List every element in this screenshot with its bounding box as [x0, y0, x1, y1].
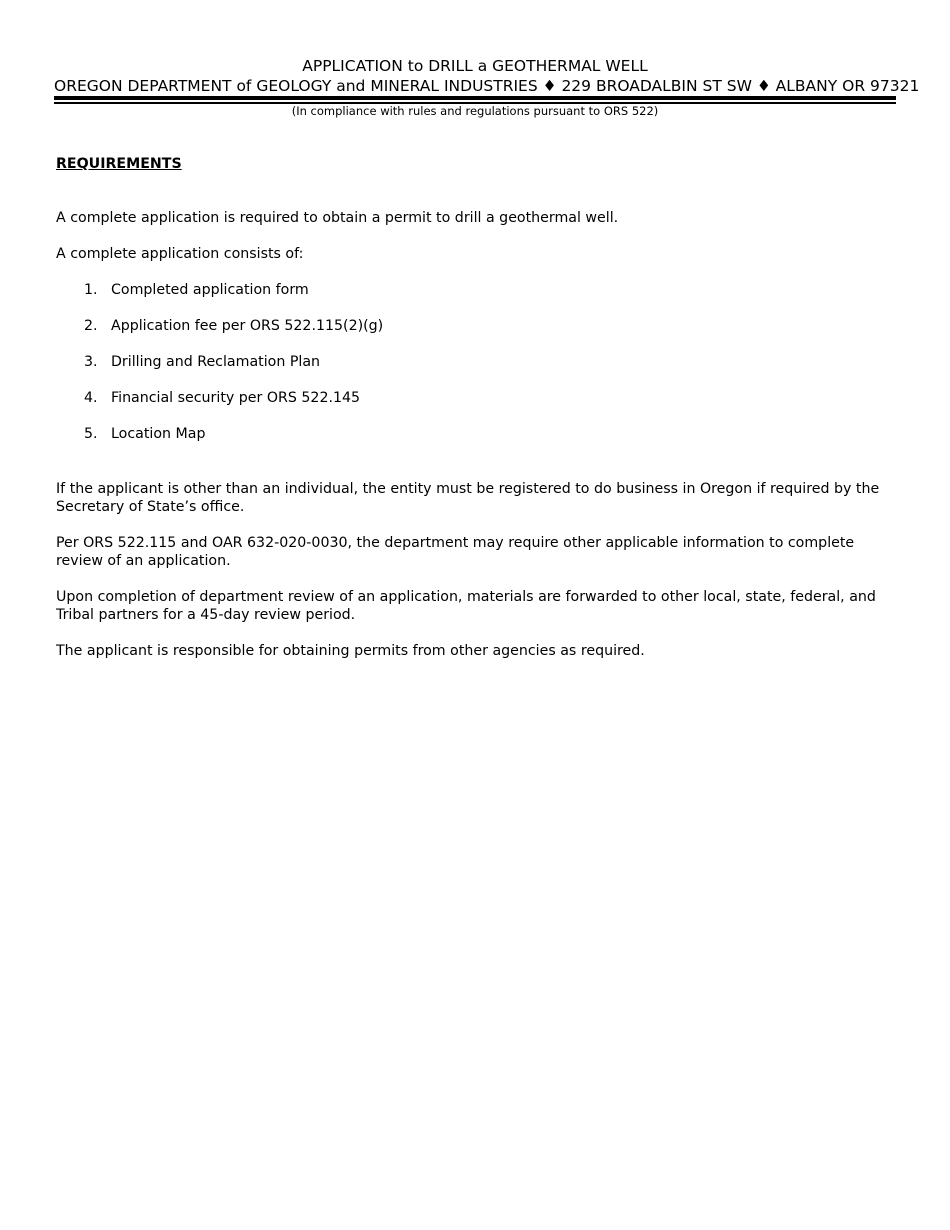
list-item	[56, 281, 383, 317]
document-header	[54, 56, 920, 96]
section-heading: REQUIREMENTS	[56, 156, 182, 172]
review-period-paragraph: Upon completion of department review of an application, materials are forwarded to other local, state, federal, and Tribal partners for a 45-day review period.	[56, 589, 876, 623]
intro-paragraph: A complete application is required to obtain a permit to drill a geothermal well.	[56, 210, 619, 226]
list-item-text: Completed application form	[111, 282, 309, 298]
document-title: APPLICATION to DRILL a GEOTHERMAL WELL	[302, 57, 648, 75]
list-item	[56, 425, 383, 461]
list-item-number: 4.	[84, 390, 98, 406]
compliance-note: (In compliance with rules and regulations pursuant to ORS 522)	[291, 104, 659, 118]
entity-registration-paragraph: If the applicant is other than an individual, the entity must be registered to do business in Oregon if required by the Secretary of State’s office.	[56, 481, 880, 515]
list-item-text: Drilling and Reclamation Plan	[111, 354, 321, 370]
agency-address: OREGON DEPARTMENT of GEOLOGY and MINERAL INDUSTRIES ♦ 229 BROADALBIN ST SW ♦ ALBANY OR 97321	[54, 77, 920, 95]
list-item-text: Location Map	[111, 426, 206, 442]
list-item-text: Financial security per ORS 522.145	[111, 390, 361, 406]
requirements-list	[56, 281, 383, 461]
list-item	[56, 317, 383, 353]
list-item	[56, 389, 383, 425]
list-item-number: 5.	[84, 426, 98, 442]
header-divider-thick	[54, 96, 896, 100]
list-item-text: Application fee per ORS 522.115(2)(g)	[111, 318, 384, 334]
list-item-number: 3.	[84, 354, 98, 370]
list-item-number: 1.	[84, 282, 98, 298]
permits-paragraph: The applicant is responsible for obtaining permits from other agencies as required.	[56, 643, 645, 659]
consists-of-paragraph: A complete application consists of:	[56, 246, 304, 262]
list-item-number: 2.	[84, 318, 98, 334]
other-information-paragraph: Per ORS 522.115 and OAR 632-020-0030, the department may require other applicable information to complete review of an application.	[56, 535, 855, 569]
list-item	[56, 353, 383, 389]
